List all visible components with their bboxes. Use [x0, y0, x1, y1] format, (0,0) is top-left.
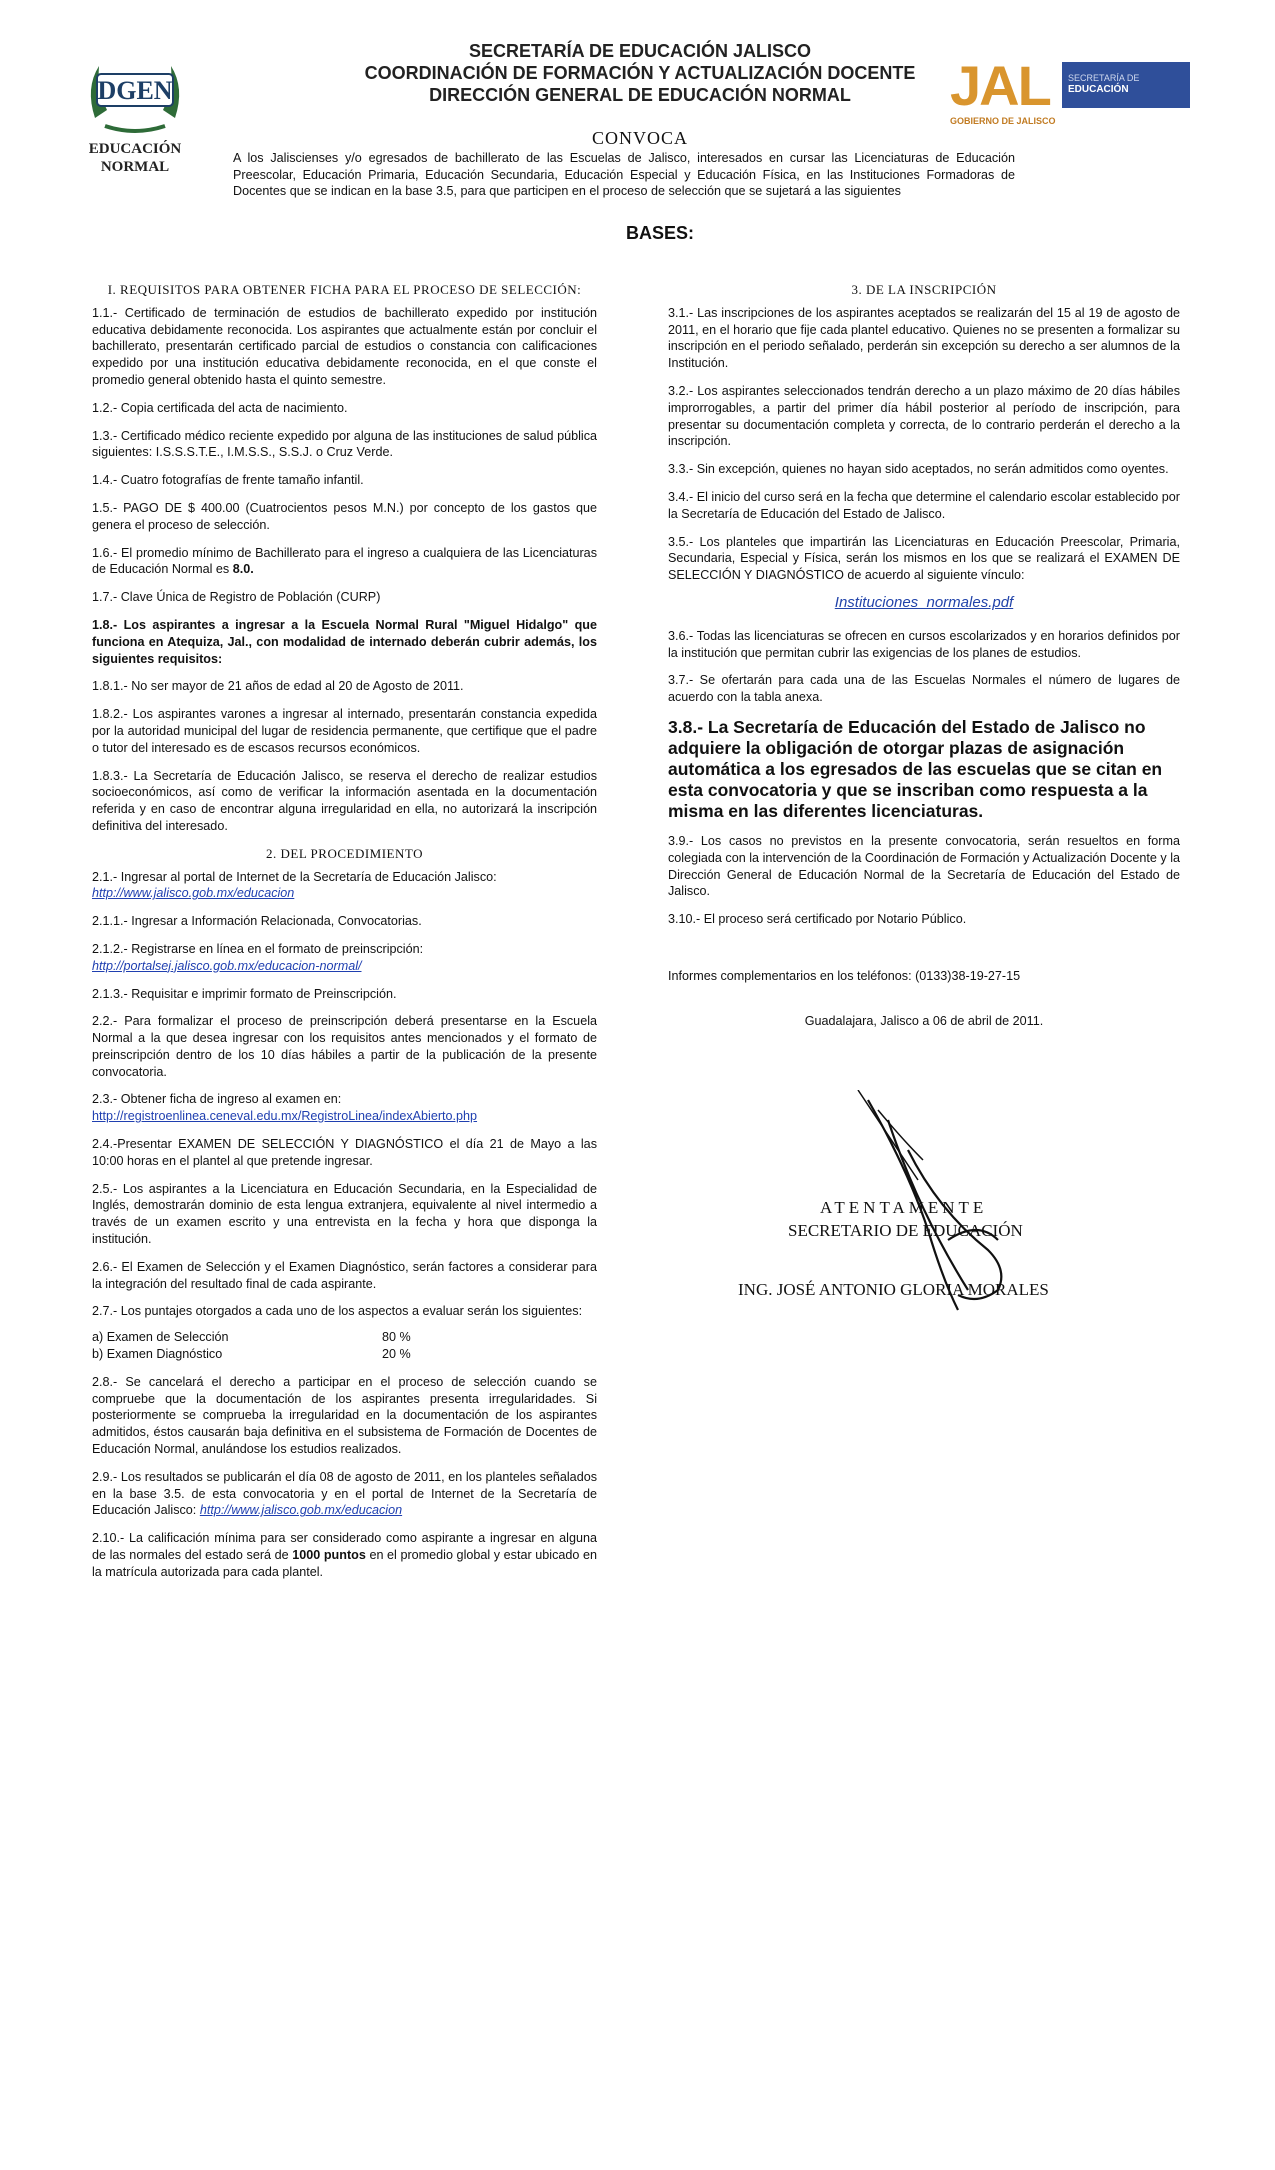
req-1-8-3: 1.8.3.- La Secretaría de Educación Jalisco, se reserva el derecho de realizar estudios socioeconómicos, así como de verificar la información asentada en la documentación referida y en caso de encontrar alguna irregularidad en ella, no autorizará la inscripción definitiva del interesado. — [92, 768, 597, 833]
left-column — [92, 282, 597, 1592]
cargo-text: SECRETARIO DE EDUCACIÓN — [788, 1220, 1023, 1240]
jal-gob-text: GOBIERNO DE JALISCO — [950, 116, 1056, 126]
insc-3-8: 3.8.- La Secretaría de Educación del Estado de Jalisco no adquiere la obligación de otorgar plazas de asignación automática a los egresados de las escuelas que se citan en esta convocatoria y que se inscriban como respuesta a la misma en las diferentes licenciaturas. — [668, 716, 1163, 821]
req-1-8-2: 1.8.2.- Los aspirantes varones a ingresar al internado, presentarán constancia expedida por la autoridad municipal del lugar de residencia permanente, que certifique que el padre o tutor del interesado es de escasos recursos económicos. — [92, 707, 597, 755]
proc-2-1-3: 2.1.3.- Requisitar e imprimir formato de Preinscripción. — [92, 986, 397, 1001]
proc-2-1-text: 2.1.- Ingresar al portal de Internet de la Secretaría de Educación Jalisco: — [92, 869, 497, 884]
bases-heading: BASES: — [625, 223, 694, 243]
proc-2-1-1: 2.1.1.- Ingresar a Información Relacionada, Convocatorias. — [92, 914, 422, 929]
section2-title: 2. DEL PROCEDIMIENTO — [266, 845, 423, 861]
insc-3-1: 3.1.- Las inscripciones de los aspirantes aceptados se realizarán del 15 al 19 de agosto de 2011, en el horario que fije cada plantel educativo. Quienes no se presenten a formalizar su inscripción en el periodo señalado, perderán sin excepción su derecho a ser alumnos de la Institución. — [668, 305, 1180, 371]
dgen-logo-text: DGEN — [97, 76, 173, 105]
header-line-3: DIRECCIÓN GENERAL DE EDUCACIÓN NORMAL — [429, 85, 851, 105]
instituciones-pdf-link[interactable]: Instituciones_normales.pdf — [834, 593, 1014, 611]
proc-2-10-text-a: 2.10.- La calificación mínima para ser considerado como aspirante a ingresar en alguna de las normales del estado será de — [92, 1531, 597, 1563]
firmante-name: ING. JOSÉ ANTONIO GLORIA MORALES — [738, 1279, 1049, 1299]
section3-title: 3. DE LA INSCRIPCIÓN — [851, 282, 997, 297]
insc-3-6: 3.6.- Todas las licenciaturas se ofrecen en cursos escolarizados y en horarios definidos por la institución que permitan cubrir las exigencias de los planes de estudios. — [668, 628, 1180, 660]
score-row-b — [92, 1346, 597, 1363]
proc-2-9 — [92, 1469, 597, 1519]
signature-block — [668, 1050, 1180, 1340]
sej-portal-link[interactable]: http://www.jalisco.gob.mx/educacion — [92, 886, 295, 901]
proc-2-8: 2.8.- Se cancelará el derecho a participar en el proceso de selección cuando se compruebe que la documentación de los aspirantes presenta irregularidades. Si posteriormente se comprueba la irregularidad en la documentación de los aspirantes admitidos, éstos causarán baja definitiva en el subsistema de Formación de Docentes de Educación Normal, anulándose los estudios realizados. — [92, 1374, 597, 1457]
req-1-7: 1.7.- Clave Única de Registro de Población (CURP) — [92, 590, 381, 605]
proc-2-1-2-text: 2.1.2.- Registrarse en línea en el formato de preinscripción: — [92, 941, 424, 956]
preinscripcion-link[interactable]: http://portalsej.jalisco.gob.mx/educacion-normal/ — [92, 958, 362, 973]
fecha-text: Guadalajara, Jalisco a 06 de abril de 2011. — [804, 1013, 1044, 1028]
req-1-1: 1.1.- Certificado de terminación de estudios de bachillerato expedido por institución educativa debidamente reconocida. Los aspirantes que actualmente están por concluir el bachillerato, presentarán certificado parcial de estudios o constancia con calificaciones expedido por una institución educativa debidamente reconocida, en el que conste el promedio general obtenido hasta el quinto semestre. — [92, 305, 597, 387]
dgen-caption-line1: EDUCACIÓN — [88, 141, 182, 157]
informes-text: Informes complementarios en los teléfonos: (0133)38-19-27-15 — [668, 968, 1021, 983]
convoca-heading: CONVOCA — [591, 128, 688, 148]
section1-title: I. REQUISITOS PARA OBTENER FICHA PARA EL PROCESO DE SELECCIÓN: — [107, 282, 582, 297]
score-row-a — [92, 1329, 597, 1346]
proc-2-6: 2.6.- El Examen de Selección y el Examen Diagnóstico, serán factores a considerar para la integración del resultado final de cada aspirante. — [92, 1259, 597, 1291]
header-line-1: SECRETARÍA DE EDUCACIÓN JALISCO — [468, 41, 812, 61]
proc-2-10-text-c: en el promedio global y estar ubicado en la matrícula autorizada para cada plantel. — [92, 1548, 597, 1579]
proc-2-9-text: 2.9.- Los resultados se publicarán el día 08 de agosto de 2011, en los planteles señalados en la base 3.5. de esta convocatoria y en el portal de Internet de la Secretaría de Educación Jalisco: — [92, 1469, 597, 1518]
header-line-2: COORDINACIÓN DE FORMACIÓN Y ACTUALIZACIÓN DOCENTE — [364, 63, 916, 83]
dgen-emblem-icon — [75, 48, 195, 136]
req-1-2: 1.2.- Copia certificada del acta de nacimiento. — [92, 400, 348, 415]
score-a-value: 80 % — [382, 1330, 411, 1345]
req-1-8-1: 1.8.1.- No ser mayor de 21 años de edad al 20 de Agosto de 2011. — [92, 679, 464, 694]
proc-2-7: 2.7.- Los puntajes otorgados a cada uno de los aspectos a evaluar serán los siguientes: — [92, 1304, 583, 1319]
req-1-6-text: 1.6.- El promedio mínimo de Bachillerato para el ingreso a cualquiera de las Licenciaturas de Educación Normal es — [92, 545, 597, 577]
jal-box-top: SECRETARÍA DE — [1068, 73, 1140, 83]
score-b-label: b) Examen Diagnóstico — [92, 1347, 223, 1362]
proc-2-1 — [92, 869, 597, 903]
req-1-3: 1.3.- Certificado médico reciente expedido por alguna de las instituciones de salud pública siguientes: I.S.S.S.T.E., I.M.S.S., S.S.J. o Cruz Verde. — [92, 428, 597, 460]
insc-3-7: 3.7.- Se ofertarán para cada una de las Escuelas Normales el número de lugares de acuerdo con la tabla anexa. — [668, 673, 1180, 705]
req-1-4: 1.4.- Cuatro fotografías de frente tamaño infantil. — [92, 473, 364, 488]
req-1-6 — [92, 545, 597, 579]
jal-logo-word: JAL — [950, 54, 1050, 117]
header-titles — [300, 40, 980, 106]
proc-2-3-text: 2.3.- Obtener ficha de ingreso al examen en: — [92, 1092, 342, 1107]
dgen-logo — [60, 48, 210, 176]
jal-logo — [950, 54, 1195, 133]
ceneval-link[interactable]: http://registroenlinea.ceneval.edu.mx/RegistroLinea/indexAbierto.php — [92, 1109, 478, 1124]
insc-3-10: 3.10.- El proceso será certificado por Notario Público. — [668, 912, 967, 927]
jal-box-bottom: EDUCACIÓN — [1068, 84, 1129, 95]
score-table — [92, 1329, 597, 1363]
insc-3-3: 3.3.- Sin excepción, quienes no hayan sido aceptados, no serán admitidos como oyentes. — [668, 462, 1169, 477]
proc-2-5: 2.5.- Los aspirantes a la Licenciatura en Educación Secundaria, en la Especialidad de Inglés, demostrarán dominio de esta lengua extranjera, equivalente al nivel intermedio a través de un examen escrito y una entrevista en la fecha y hora que disponga la institución. — [92, 1181, 597, 1247]
jal-logo-box — [1062, 62, 1190, 108]
insc-3-4: 3.4.- El inicio del curso será en la fecha que determine el calendario escolar establecido por la Secretaría de Educación del Estado de Jalisco. — [668, 489, 1180, 521]
req-1-5: 1.5.- PAGO DE $ 400.00 (Cuatrocientos pesos M.N.) por concepto de los gastos que genera el proceso de selección. — [92, 500, 597, 532]
proc-2-10-points: 1000 puntos — [292, 1548, 366, 1563]
proc-2-1-2 — [92, 941, 597, 975]
score-b-value: 20 % — [382, 1347, 411, 1362]
proc-2-10 — [92, 1530, 597, 1580]
proc-2-3 — [92, 1091, 597, 1125]
right-column — [668, 282, 1180, 1340]
insc-3-5: 3.5.- Los planteles que impartirán las Licenciaturas en Educación Preescolar, Primaria, Secundaria, Especial y Física, serán los mismos en los que se realizará el EXAMEN DE SELECCIÓN Y DIAGNÓSTICO de acuerdo al siguiente vínculo: — [668, 534, 1180, 583]
dgen-caption-line2: NORMAL — [100, 159, 170, 175]
atentamente-text: ATENTAMENTE — [820, 1197, 988, 1217]
req-1-8: 1.8.- Los aspirantes a ingresar a la Escuela Normal Rural "Miguel Hidalgo" que funciona en Atequiza, Jal., con modalidad de internado deberán cubrir además, los siguientes requisitos: — [92, 617, 597, 666]
insc-3-9: 3.9.- Los casos no previstos en la presente convocatoria, serán resueltos en forma colegiada con la intervención de la Coordinación de Formación y Actualización Docente y la Dirección General de Educación Normal de la Secretaría de Educación del Estado de Jalisco. — [668, 833, 1180, 899]
proc-2-2: 2.2.- Para formalizar el proceso de preinscripción deberá presentarse en la Escuela Normal a la que desea ingresar con los requisitos antes mencionados y el formato de preinscripción dentro de los 10 días hábiles a partir de la publicación de la presente convocatoria. — [92, 1014, 597, 1079]
intro-paragraph: A los Jaliscienses y/o egresados de bachillerato de las Escuelas de Jalisco, interesados en cursar las Licenciaturas de Educación Preescolar, Educación Primaria, Educación Secundaria, Educación Especial y Educación Física, en las Instituciones Formadoras de Docentes que se indican en la base 3.5, para que participen en el proceso de selección que se sujetará a las siguientes — [233, 151, 1015, 198]
resultados-link[interactable]: http://www.jalisco.gob.mx/educacion — [199, 1503, 403, 1518]
req-1-6-value: 8.0. — [232, 562, 254, 577]
proc-2-4: 2.4.-Presentar EXAMEN DE SELECCIÓN Y DIAGNÓSTICO el día 21 de Mayo a las 10:00 horas en el plantel al que pretende ingresar. — [92, 1137, 597, 1168]
score-a-label: a) Examen de Selección — [92, 1330, 229, 1345]
insc-3-2: 3.2.- Los aspirantes seleccionados tendrán derecho a un plazo máximo de 20 días hábiles improrrogables, a partir del primer día hábil posterior al período de inscripción, para presentar su documentación completa y correcta, de lo contrario perderán el derecho a la inscripción. — [668, 383, 1180, 449]
